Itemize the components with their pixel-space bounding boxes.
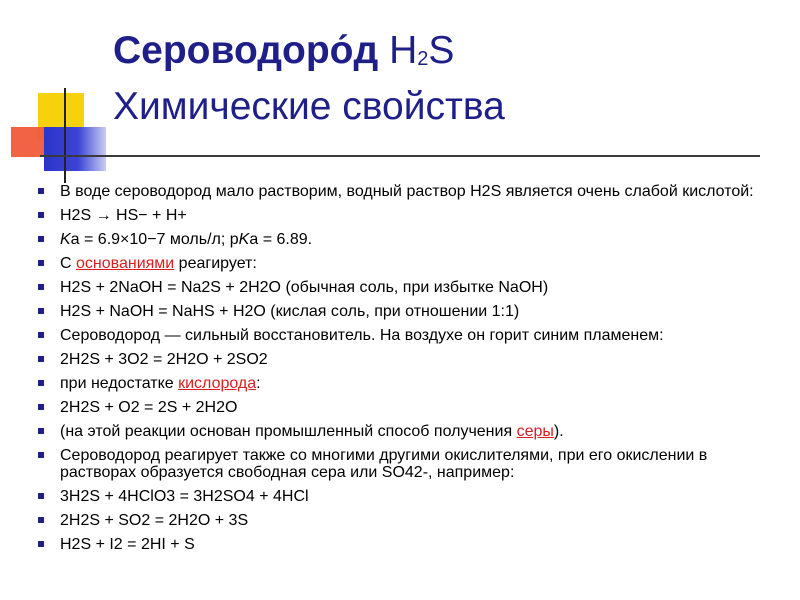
formula-h: H <box>389 29 418 72</box>
item-text: 2H2S + 3O2 = 2H2O + 2SO2 <box>60 351 268 368</box>
bullet-icon <box>38 493 44 499</box>
link-osnovaniyami[interactable]: основаниями <box>76 255 175 272</box>
item-text: ). <box>553 423 564 440</box>
item-text: 2H2S + O2 = 2S + 2H2O <box>60 399 238 416</box>
bullet-icon <box>38 517 44 523</box>
bullet-icon <box>38 404 44 410</box>
title-name: Сероводоро́д <box>113 29 379 72</box>
list-item <box>38 327 778 344</box>
bullet-icon <box>38 428 44 434</box>
item-text: 3H2S + 4HClO3 = 3H2SO4 + 4HCl <box>60 488 309 505</box>
link-sery[interactable]: серы <box>516 423 554 440</box>
item-text: В воде сероводород мало растворим, водный раствор H2S является очень слабой кислотой: <box>60 183 754 200</box>
bullet-icon <box>38 236 44 242</box>
list-item <box>38 488 778 505</box>
item-text: H2S + I2 = 2HI + S <box>60 536 195 553</box>
list-item <box>38 183 778 200</box>
bullet-icon <box>38 188 44 194</box>
bullet-icon <box>38 212 44 218</box>
item-text-italic: K <box>238 231 250 248</box>
list-item <box>38 351 778 368</box>
item-text: 2H2S + SO2 = 2H2O + 3S <box>60 512 249 529</box>
list-item <box>38 231 778 248</box>
decor-blue-square <box>44 127 106 171</box>
title-divider <box>40 155 760 157</box>
title-subtitle: Химические свойства <box>113 85 505 128</box>
bullet-icon <box>38 380 44 386</box>
list-item <box>38 375 778 392</box>
list-item <box>38 207 778 224</box>
bullet-icon <box>38 452 44 458</box>
item-text: Сероводород — сильный восстановитель. На воздухе он горит синим пламенем: <box>60 327 664 344</box>
item-text: a = 6.89. <box>249 231 313 248</box>
bullet-icon <box>38 308 44 314</box>
bullet-icon <box>38 541 44 547</box>
formula-s: S <box>428 29 455 72</box>
title-formula <box>389 29 454 72</box>
item-text: H2S + NaOH = NaHS + H2O (кислая соль, при отношении 1:1) <box>60 303 520 320</box>
list-item <box>38 423 778 440</box>
bullet-icon <box>38 332 44 338</box>
link-kisloroda[interactable]: кислорода <box>178 375 257 392</box>
bullet-icon <box>38 356 44 362</box>
list-item <box>38 279 778 296</box>
item-text: : <box>256 375 261 392</box>
item-text: a = 6.9×10−7 моль/л; p <box>70 231 239 248</box>
bullet-icon <box>38 260 44 266</box>
item-text: (на этой реакции основан промышленный способ получения <box>60 423 517 440</box>
list-item <box>38 303 778 320</box>
formula-subscript: 2 <box>417 48 429 70</box>
item-text: реагирует: <box>174 255 257 272</box>
list-item <box>38 255 778 272</box>
item-text: H2S → HS− + H+ <box>60 207 187 224</box>
item-text: С <box>60 255 76 272</box>
list-item <box>38 399 778 416</box>
slide-title <box>113 26 505 132</box>
item-text-italic: K <box>60 231 71 248</box>
list-item <box>38 512 778 529</box>
decor-vertical-line <box>64 88 66 183</box>
bullet-icon <box>38 284 44 290</box>
item-text: H2S + 2NaOH = Na2S + 2H2O (обычная соль, при избытке NaOH) <box>60 279 549 296</box>
list-item <box>38 536 778 553</box>
item-text: Сероводород реагирует также со многими другими окислителями, при его окислении в растворах образуется свободная сера или SO42-, например: <box>60 447 708 481</box>
list-item <box>38 447 778 481</box>
content-list <box>38 183 778 560</box>
item-text: при недостатке <box>60 375 179 392</box>
